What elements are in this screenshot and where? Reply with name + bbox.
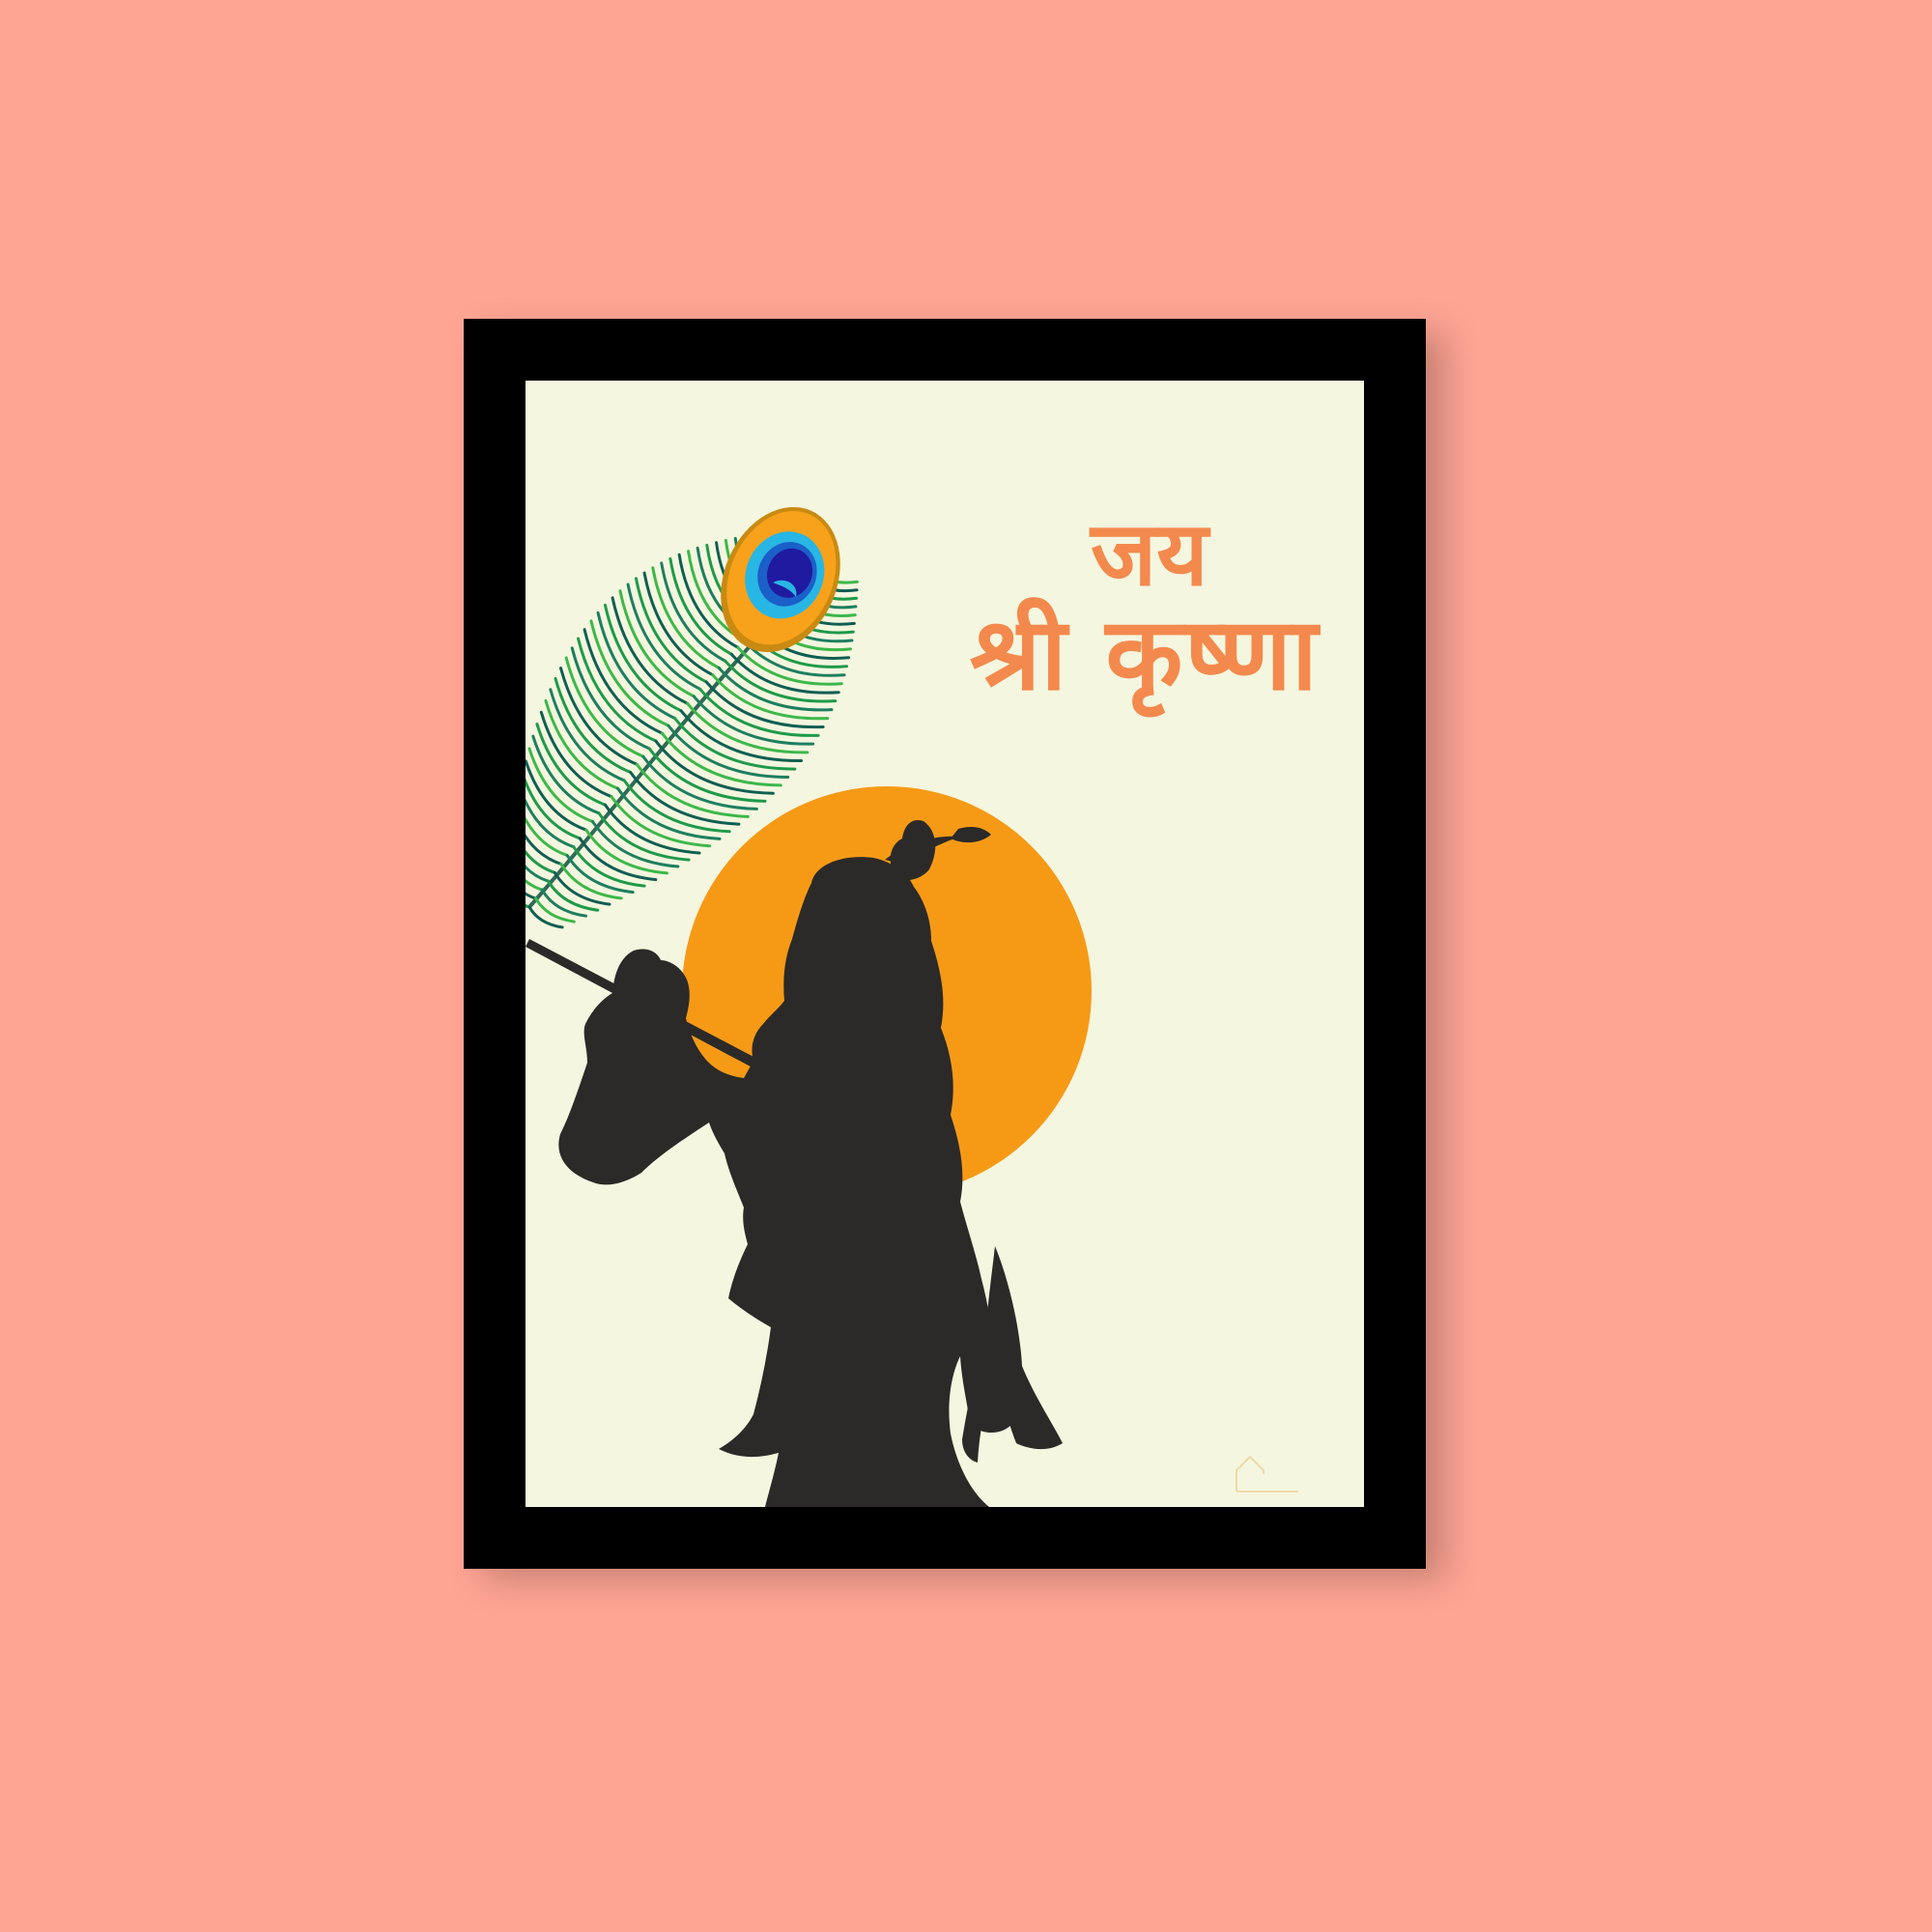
headline-line-1: जय [1091, 502, 1208, 606]
house-logo-icon [1236, 1457, 1298, 1492]
picture-frame [464, 319, 1426, 1569]
poster-canvas [526, 381, 1364, 1507]
headline [969, 502, 1320, 713]
headline-line-2: श्री कृष्णा [969, 594, 1320, 713]
